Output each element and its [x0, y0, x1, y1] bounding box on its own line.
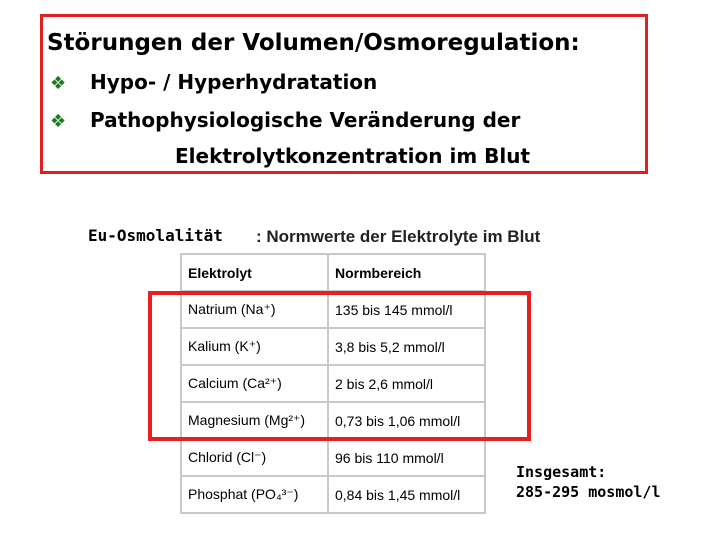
table-title: : Normwerte der Elektrolyte im Blut	[256, 227, 541, 246]
table-row	[181, 402, 485, 439]
electrolyte-cell: Phosphat (PO₄³⁻)	[181, 476, 328, 513]
total-label: Insgesamt:	[516, 463, 607, 481]
bullet-text: Hypo- / Hyperhydratation	[90, 70, 378, 94]
range-cell: 0,73 bis 1,06 mmol/l	[328, 402, 485, 439]
table-row	[181, 365, 485, 402]
total-osmolality	[516, 462, 661, 502]
electrolyte-cell: Calcium (Ca²⁺)	[181, 365, 328, 402]
table-row	[181, 439, 485, 476]
eu-osmolality-label: Eu-Osmolalität	[88, 226, 223, 245]
table-row	[181, 328, 485, 365]
slide-title: Störungen der Volumen/Osmoregulation:	[47, 30, 580, 56]
range-cell: 135 bis 145 mmol/l	[328, 291, 485, 328]
electrolyte-table	[180, 253, 486, 514]
range-cell: 3,8 bis 5,2 mmol/l	[328, 328, 485, 365]
total-value: 285-295 mosmol/l	[516, 483, 661, 501]
diamond-bullet-icon: ❖	[50, 111, 67, 132]
bullet-continuation: Elektrolytkonzentration im Blut	[175, 144, 531, 168]
electrolyte-cell: Kalium (K⁺)	[181, 328, 328, 365]
electrolyte-cell: Chlorid (Cl⁻)	[181, 439, 328, 476]
table-row	[181, 476, 485, 513]
range-cell: 0,84 bis 1,45 mmol/l	[328, 476, 485, 513]
table-row	[181, 291, 485, 328]
bullet-item	[50, 70, 377, 94]
column-header-range: Normbereich	[328, 254, 485, 291]
electrolyte-cell: Magnesium (Mg²⁺)	[181, 402, 328, 439]
bullet-item	[50, 108, 520, 132]
range-cell: 2 bis 2,6 mmol/l	[328, 365, 485, 402]
electrolyte-cell: Natrium (Na⁺)	[181, 291, 328, 328]
bullet-text: Pathophysiologische Veränderung der	[90, 108, 521, 132]
table-header-row	[181, 254, 485, 291]
range-cell: 96 bis 110 mmol/l	[328, 439, 485, 476]
column-header-electrolyte: Elektrolyt	[181, 254, 328, 291]
diamond-bullet-icon: ❖	[50, 73, 67, 94]
